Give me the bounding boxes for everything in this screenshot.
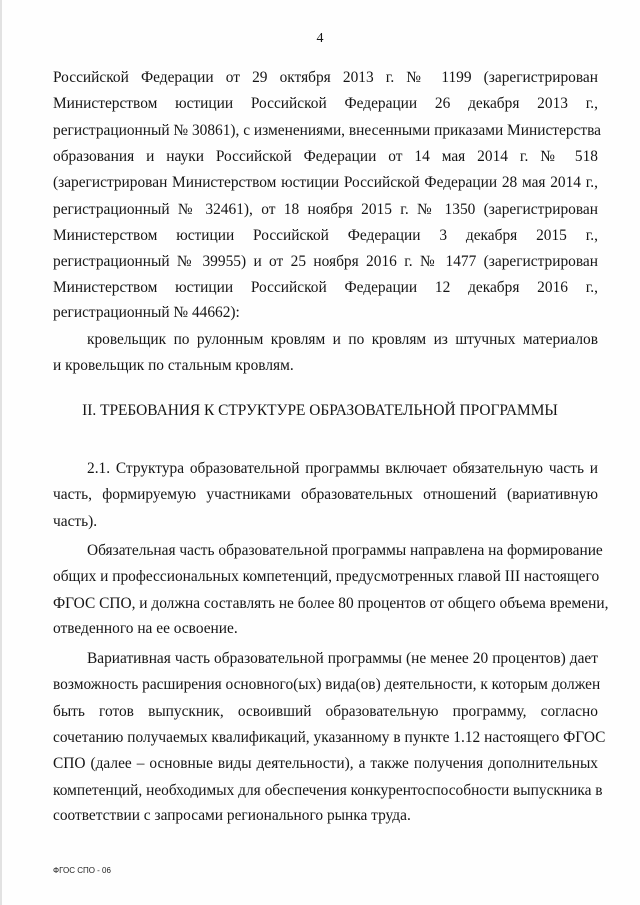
text-line: кровельщик по рулонным кровлям и по кровлям из штучных материалов [87,331,598,348]
text-line: СПО (далее – основные виды деятельности), а также получения дополнительных [53,755,598,772]
text-line: Министерством юстиции Российской Федерации 26 декабря 2013 г., [53,95,598,112]
text-line: Вариативная часть образовательной программы (не менее 20 процентов) дает [87,650,598,667]
text-line: быть готов выпускник, освоивший образовательную программу, согласно [53,703,598,720]
section-heading: II. ТРЕБОВАНИЯ К СТРУКТУРЕ ОБРАЗОВАТЕЛЬНОЙ ПРОГРАММЫ [82,402,558,419]
text-line: общих и профессиональных компетенций, предусмотренных главой III настоящего [53,568,600,585]
text-line: ФГОС СПО, и должна составлять не более 80 процентов от общего объема времени, [53,595,609,612]
text-line: Министерством юстиции Российской Федерации 3 декабря 2015 г., [53,227,598,244]
text-line: соответствии с запросами регионального рынка труда. [53,807,411,824]
text-line: регистрационный № 32461), от 18 ноября 2015 г. № 1350 (зарегистрирован [53,201,598,218]
text-line: регистрационный № 44662): [53,304,240,321]
text-line: часть, формируемую участниками образовательных отношений (вариативную [53,486,598,503]
text-line: Российской Федерации от 29 октября 2013 г. № 1199 (зарегистрирован [53,69,598,86]
text-line: компетенций, необходимых для обеспечения конкурентоспособности выпускника в [53,782,603,799]
text-line: часть). [53,513,98,530]
page-footer: ФГОС СПО - 06 [53,866,111,875]
page-edge [0,0,2,905]
text-line: и кровельщик по стальным кровлям. [53,357,294,374]
text-line: Обязательная часть образовательной программы направлена на формирование [87,542,603,559]
text-line: отведенного на ее освоение. [53,620,238,637]
text-line: возможность расширения основного(ых) вида(ов) деятельности, к которым должен [53,676,601,693]
text-line: регистрационный № 39955) и от 25 ноября 2016 г. № 1477 (зарегистрирован [53,253,598,270]
text-line: (зарегистрирован Министерством юстиции Российской Федерации 28 мая 2014 г., [53,174,598,191]
text-line: Министерством юстиции Российской Федерации 12 декабря 2016 г., [53,279,598,296]
text-line: образования и науки Российской Федерации от 14 мая 2014 г. № 518 [53,148,598,165]
text-line: регистрационный № 30861), с изменениями, внесенными приказами Министерства [53,122,601,139]
text-line: сочетанию получаемых квалификаций, указанному в пункте 1.12 настоящего ФГОС [53,729,606,746]
text-line: 2.1. Структура образовательной программы включает обязательную часть и [87,460,598,477]
page-number: 4 [316,31,324,46]
